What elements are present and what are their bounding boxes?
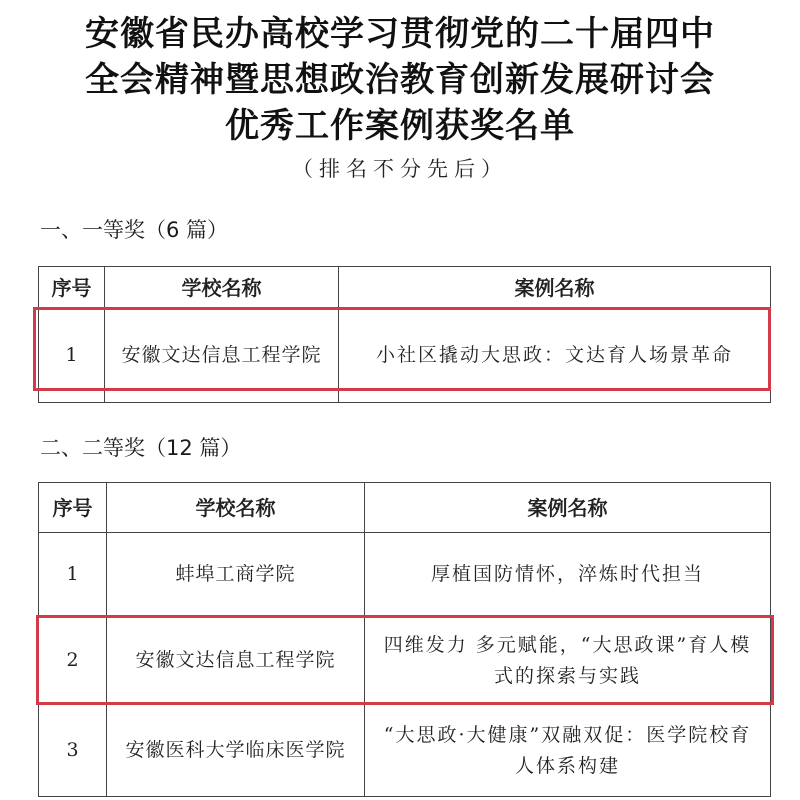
- header-case: 案例名称: [365, 483, 771, 533]
- row-school: 安徽医科大学临床医学院: [107, 705, 365, 797]
- row-case: “大思政·大健康”双融双促：医学院校育人体系构建: [365, 705, 771, 797]
- table-header-row: [39, 267, 771, 309]
- document-title-line-1: 安徽省民办高校学习贯彻党的二十届四中: [85, 14, 715, 54]
- row-no: 3: [39, 705, 107, 797]
- section-heading-first-prize: 一、一等奖（6 篇）: [40, 218, 229, 242]
- row-case: 厚植国防情怀，淬炼时代担当: [365, 533, 771, 617]
- header-no: 序号: [39, 267, 105, 309]
- row-case: 四维发力 多元赋能，“大思政课”育人模式的探索与实践: [365, 617, 771, 705]
- table-row: [39, 705, 771, 797]
- header-case: 案例名称: [339, 267, 771, 309]
- row-school: 安徽文达信息工程学院: [105, 309, 339, 403]
- second-prize-table: [38, 482, 771, 797]
- row-case: 小社区撬动大思政：文达育人场景革命: [339, 309, 771, 403]
- first-prize-table: [38, 266, 771, 403]
- row-school: 安徽文达信息工程学院: [107, 617, 365, 705]
- row-no: 1: [39, 309, 105, 403]
- document-subtitle: （排名不分先后）: [292, 157, 508, 181]
- table-row: [39, 617, 771, 705]
- header-school: 学校名称: [105, 267, 339, 309]
- table-row: [39, 309, 771, 403]
- header-school: 学校名称: [107, 483, 365, 533]
- row-no: 2: [39, 617, 107, 705]
- row-school: 蚌埠工商学院: [107, 533, 365, 617]
- section-heading-second-prize: 二、二等奖（12 篇）: [40, 436, 242, 460]
- table-header-row: [39, 483, 771, 533]
- header-no: 序号: [39, 483, 107, 533]
- table-row: [39, 533, 771, 617]
- document-title-line-2: 全会精神暨思想政治教育创新发展研讨会: [85, 60, 715, 100]
- document-title-line-3: 优秀工作案例获奖名单: [225, 106, 575, 146]
- row-no: 1: [39, 533, 107, 617]
